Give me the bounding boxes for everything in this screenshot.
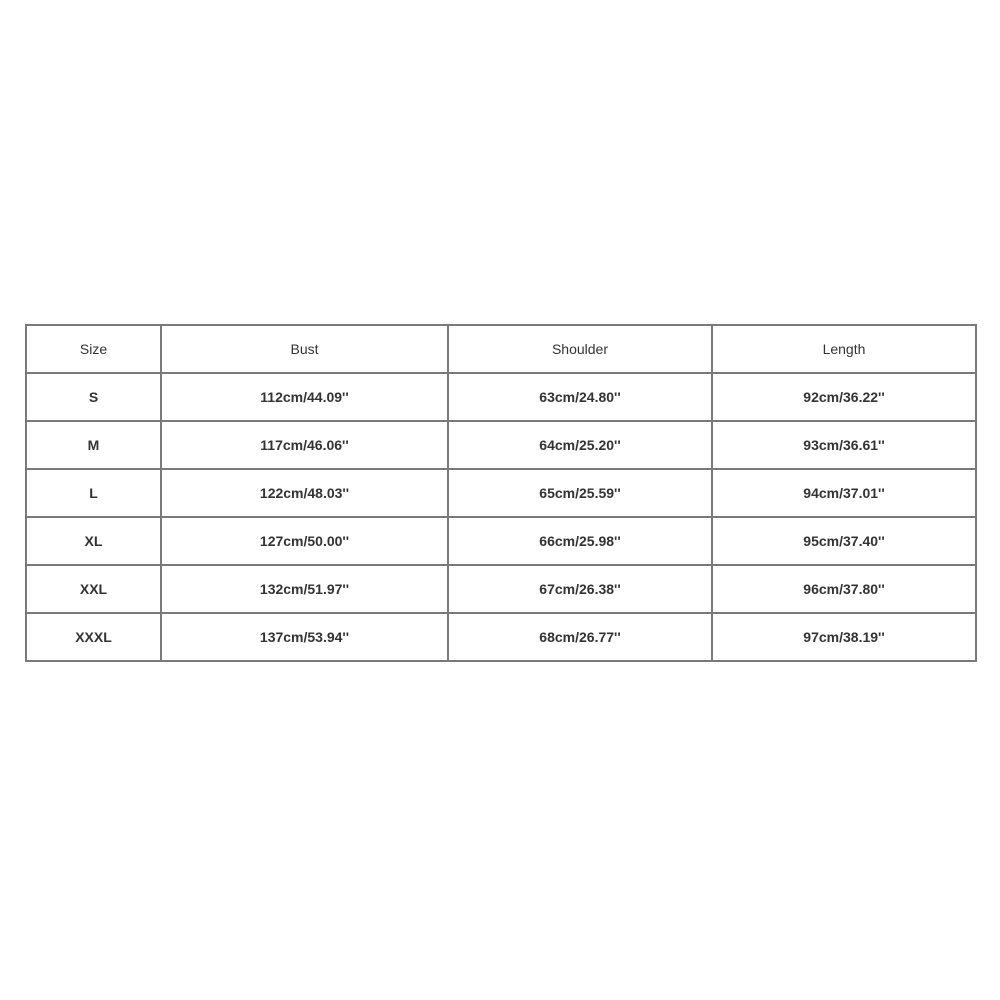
- size-cell: L: [26, 469, 161, 517]
- size-cell: XXXL: [26, 613, 161, 661]
- length-cell: 92cm/36.22'': [712, 373, 976, 421]
- size-cell: XL: [26, 517, 161, 565]
- bust-cell: 127cm/50.00'': [161, 517, 448, 565]
- header-size: Size: [26, 325, 161, 373]
- table-header-row: [26, 325, 976, 373]
- size-chart-table: [25, 324, 977, 662]
- table-row: [26, 373, 976, 421]
- table-row: [26, 613, 976, 661]
- size-cell: XXL: [26, 565, 161, 613]
- shoulder-cell: 64cm/25.20'': [448, 421, 712, 469]
- table-row: [26, 517, 976, 565]
- table-row: [26, 469, 976, 517]
- table-row: [26, 421, 976, 469]
- shoulder-cell: 65cm/25.59'': [448, 469, 712, 517]
- shoulder-cell: 66cm/25.98'': [448, 517, 712, 565]
- bust-cell: 112cm/44.09'': [161, 373, 448, 421]
- length-cell: 95cm/37.40'': [712, 517, 976, 565]
- header-shoulder: Shoulder: [448, 325, 712, 373]
- length-cell: 96cm/37.80'': [712, 565, 976, 613]
- length-cell: 93cm/36.61'': [712, 421, 976, 469]
- shoulder-cell: 63cm/24.80'': [448, 373, 712, 421]
- shoulder-cell: 68cm/26.77'': [448, 613, 712, 661]
- size-cell: S: [26, 373, 161, 421]
- bust-cell: 117cm/46.06'': [161, 421, 448, 469]
- bust-cell: 137cm/53.94'': [161, 613, 448, 661]
- length-cell: 94cm/37.01'': [712, 469, 976, 517]
- size-cell: M: [26, 421, 161, 469]
- header-bust: Bust: [161, 325, 448, 373]
- shoulder-cell: 67cm/26.38'': [448, 565, 712, 613]
- header-length: Length: [712, 325, 976, 373]
- bust-cell: 122cm/48.03'': [161, 469, 448, 517]
- table-row: [26, 565, 976, 613]
- length-cell: 97cm/38.19'': [712, 613, 976, 661]
- bust-cell: 132cm/51.97'': [161, 565, 448, 613]
